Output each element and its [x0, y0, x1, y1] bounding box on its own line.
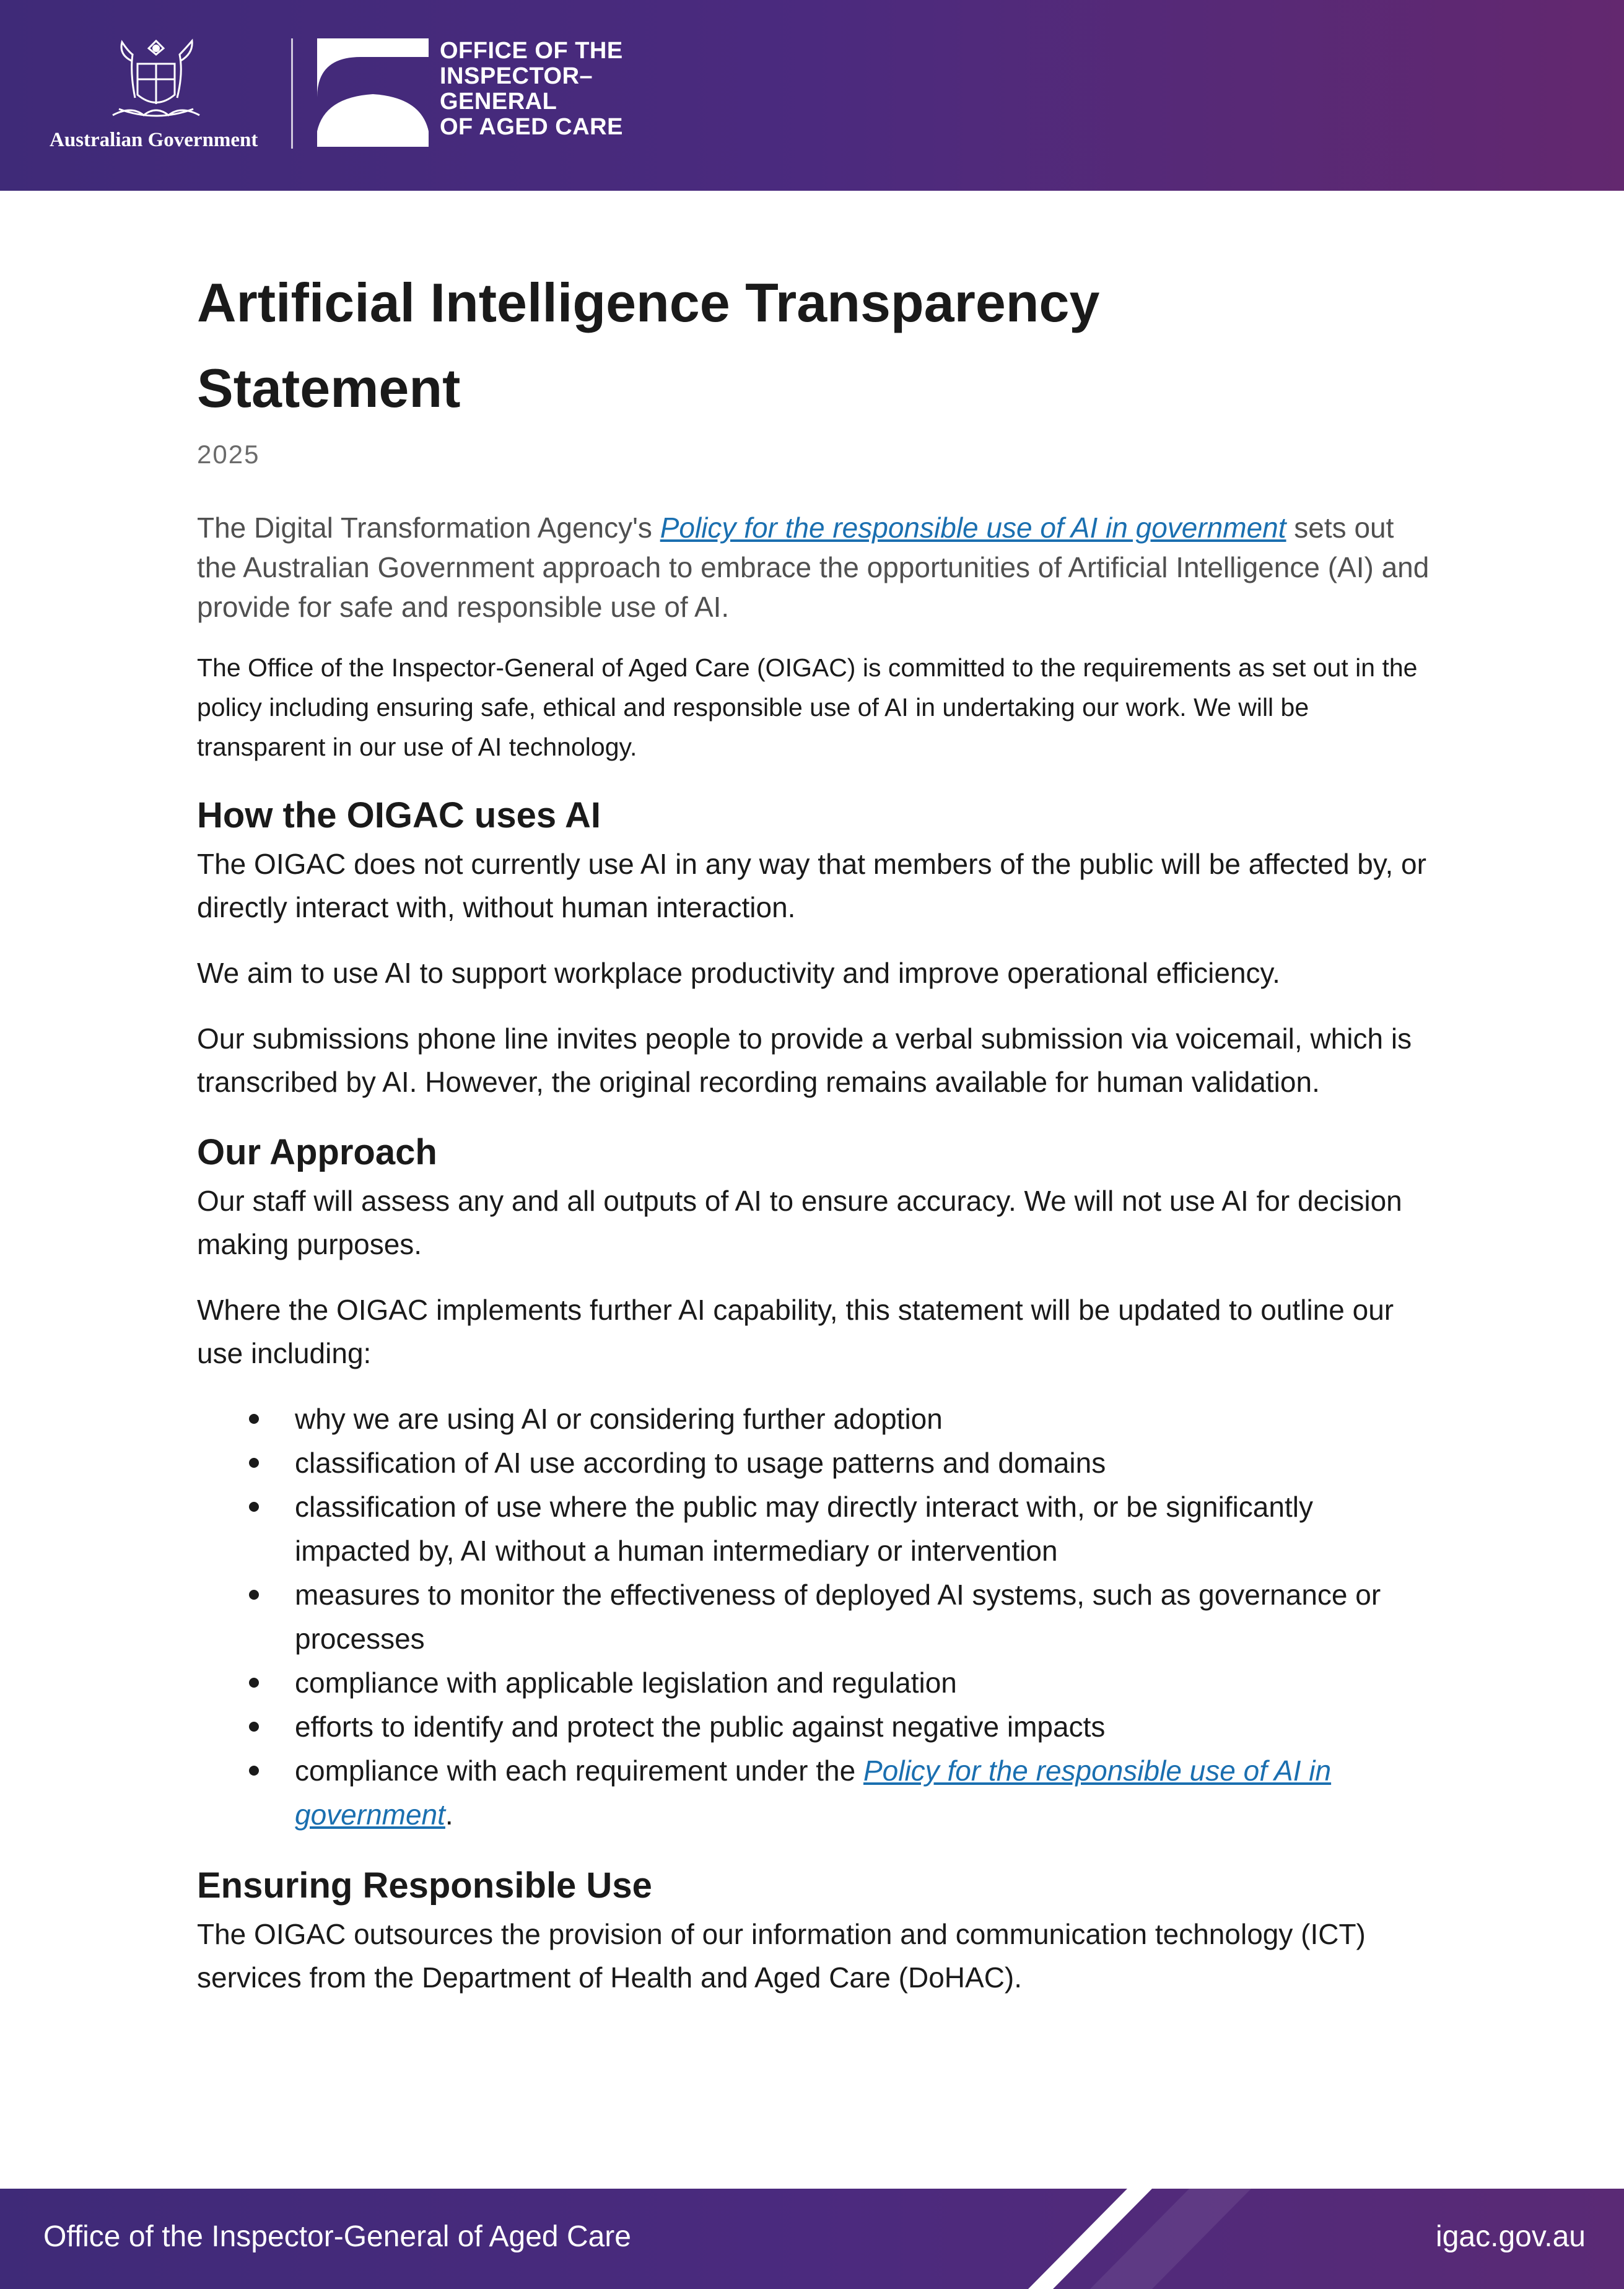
page-header: [0, 0, 1624, 191]
header-divider: [291, 38, 293, 149]
section-heading-approach: Our Approach: [197, 1132, 437, 1172]
igac-arch-logo-icon: [317, 38, 429, 147]
document-year: 2025: [197, 440, 260, 469]
list-item: [197, 1749, 1430, 1837]
office-name-line: GENERAL: [440, 89, 557, 115]
list-item: measures to monitor the effectiveness of deployed AI systems, such as governance or processes: [197, 1573, 1430, 1661]
intro-paragraph: [197, 508, 1430, 627]
section-heading-responsible: Ensuring Responsible Use: [197, 1865, 652, 1906]
policy-link[interactable]: Policy for the responsible use of AI in government: [660, 512, 1286, 544]
office-name-line: INSPECTOR–: [440, 63, 593, 89]
list-item-text: .: [445, 1798, 453, 1831]
approach-bullet-list: [197, 1397, 1430, 1837]
intro-text: The Digital Transformation Agency's: [197, 512, 660, 544]
policy-link[interactable]: Policy for the responsible use of AI in government: [295, 1755, 1332, 1831]
office-name: [440, 38, 623, 140]
footer-office-name: Office of the Inspector-General of Aged Care: [43, 2220, 631, 2253]
list-item: classification of AI use according to usage patterns and domains: [197, 1441, 1430, 1485]
document-body: [197, 260, 1430, 2021]
list-item-text: compliance with each requirement under the: [295, 1755, 863, 1787]
list-item: efforts to identify and protect the public against negative impacts: [197, 1705, 1430, 1749]
coat-of-arms-icon: [94, 36, 218, 129]
australian-government-logo: [50, 36, 266, 154]
approach-paragraph: Where the OIGAC implements further AI capability, this statement will be updated to outline our use including:: [197, 1294, 1394, 1369]
footer-stripe-decoration: [991, 2189, 1301, 2289]
list-item: classification of use where the public may directly interact with, or be significantly impacted by, AI without a human intermediary or intervention: [197, 1485, 1430, 1573]
how-paragraph: The OIGAC does not currently use AI in any way that members of the public will be affected by, or directly interact with, without human interaction.: [197, 848, 1426, 923]
commitment-paragraph: The Office of the Inspector-General of Aged Care (OIGAC) is committed to the requirements as set out in the policy including ensuring safe, ethical and responsible use of AI in undertaking our work. We will be transparent in our use of AI technology.: [197, 653, 1418, 761]
office-name-line: OFFICE OF THE: [440, 38, 623, 64]
office-name-line: OF AGED CARE: [440, 114, 623, 140]
page-title: Artificial Intelligence Transparency Statement: [197, 272, 1100, 419]
page-footer: [0, 2189, 1624, 2289]
list-item: compliance with applicable legislation and regulation: [197, 1661, 1430, 1705]
approach-paragraph: Our staff will assess any and all outputs of AI to ensure accuracy. We will not use AI for decision making purposes.: [197, 1185, 1402, 1260]
how-paragraph: We aim to use AI to support workplace productivity and improve operational efficiency.: [197, 957, 1280, 989]
footer-website[interactable]: igac.gov.au: [1436, 2220, 1586, 2253]
government-label: Australian Government: [50, 129, 258, 151]
how-paragraph: Our submissions phone line invites people to provide a verbal submission via voicemail, which is transcribed by AI. However, the original recording remains available for human validation.: [197, 1022, 1412, 1098]
intro-text: sets out the Australian Government approach to embrace the opportunities of Artificial Intelligence (AI) and provide for safe and responsible use of AI.: [197, 512, 1430, 623]
section-heading-how: How the OIGAC uses AI: [197, 795, 601, 835]
responsible-paragraph: The OIGAC outsources the provision of our information and communication technology (ICT) services from the Department of Health and Aged Care (DoHAC).: [197, 1918, 1366, 1994]
list-item: why we are using AI or considering further adoption: [197, 1397, 1430, 1441]
